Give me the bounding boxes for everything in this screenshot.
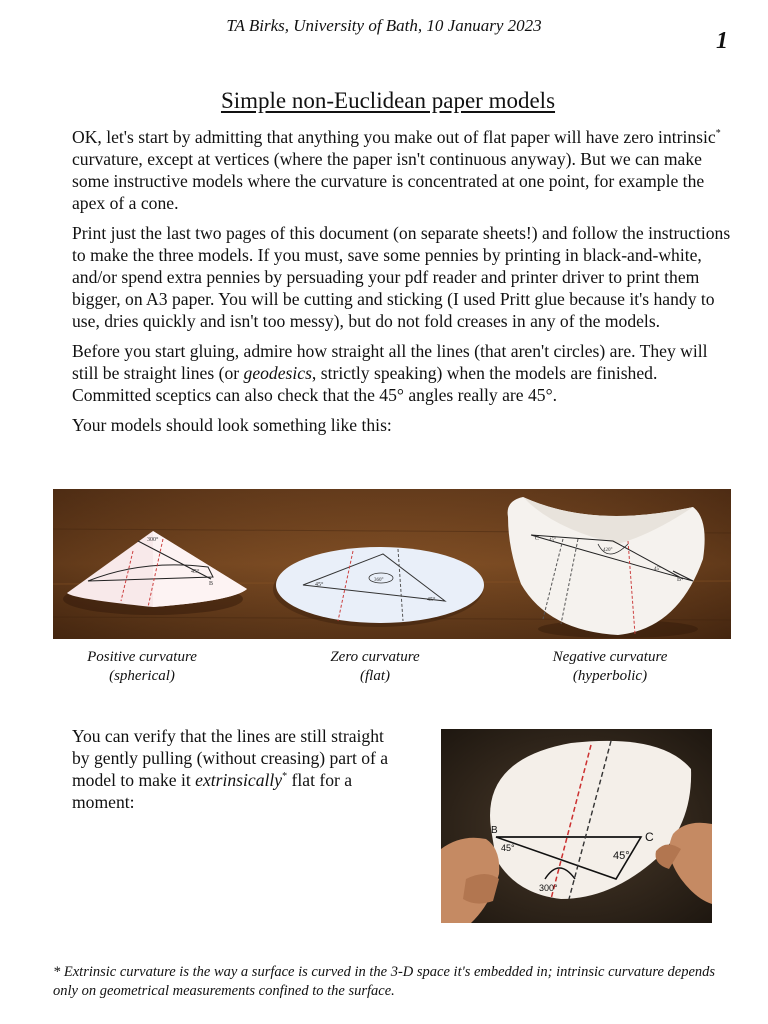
footnote-marker: * <box>715 128 721 140</box>
paragraph-models-intro: Your models should look something like this: <box>72 415 392 435</box>
document-title: Simple non-Euclidean paper models <box>220 88 556 113</box>
page-header: TA Birks, University of Bath, 10 January 2023 <box>226 16 542 35</box>
svg-text:B: B <box>677 577 682 583</box>
svg-text:420°: 420° <box>603 548 613 553</box>
svg-text:300°: 300° <box>147 537 159 543</box>
caption-negative: Negative curvature (hyperbolic) <box>552 649 668 684</box>
svg-text:45°: 45° <box>315 582 324 588</box>
svg-text:B: B <box>491 825 498 836</box>
svg-text:45°: 45° <box>549 538 556 543</box>
svg-text:45°: 45° <box>191 569 200 575</box>
paragraph-intro: OK, let's start by admitting that anything you make out of flat paper will have zero intrinsic* curvature, except at vertices (where the paper isn't continuous anyway). But we can make some instructive models where the curvature is concentrated at one point, for example the apex of a cone. <box>72 127 721 213</box>
svg-text:360°: 360° <box>374 578 384 583</box>
page-number: 1 <box>716 28 728 54</box>
footnote-marker: * <box>282 771 288 783</box>
svg-text:45°: 45° <box>613 850 630 862</box>
paragraph-instructions: Print just the last two pages of this document (on separate sheets!) and follow the instructions to make the three models. If you must, save some pennies by printing in black-and-white, and/or spend extra pennies by persuading your pdf reader and printer driver to print them bigger, on A3 paper. You will be cutting and sticking (I used Pritt glue because it's handy to use, dries quickly and isn't too messy), but do not fold creases in any of the models. <box>72 223 731 331</box>
svg-text:B: B <box>209 581 214 587</box>
svg-text:45°: 45° <box>501 843 515 853</box>
caption-zero: Zero curvature (flat) <box>330 649 420 684</box>
models-photo <box>53 489 731 639</box>
svg-text:45°: 45° <box>427 597 436 603</box>
svg-text:300°: 300° <box>539 883 558 893</box>
body-text <box>72 126 732 444</box>
svg-text:45°: 45° <box>654 567 661 572</box>
flattened-cone-photo <box>441 729 712 923</box>
flat-model <box>273 547 484 627</box>
svg-text:C: C <box>645 830 654 844</box>
paragraph-geodesics: Before you start gluing, admire how straight all the lines (that aren't circles) are. They will still be straight lines (or geodesics, strictly speaking) when the models are finished. Committed sceptics can also check that the 45° angles really are 45°. <box>72 341 708 405</box>
footnote: * Extrinsic curvature is the way a surface is curved in the 3-D space it's embedded in; intrinsic curvature depends only on geometrical measurements confined to the surface. <box>53 964 716 999</box>
caption-positive: Positive curvature (spherical) <box>87 649 197 684</box>
paragraph-verify: You can verify that the lines are still straight by gently pulling (without creasing) part of a model to make it extrinsically* flat for a moment: <box>72 726 389 812</box>
svg-text:C: C <box>535 536 540 542</box>
